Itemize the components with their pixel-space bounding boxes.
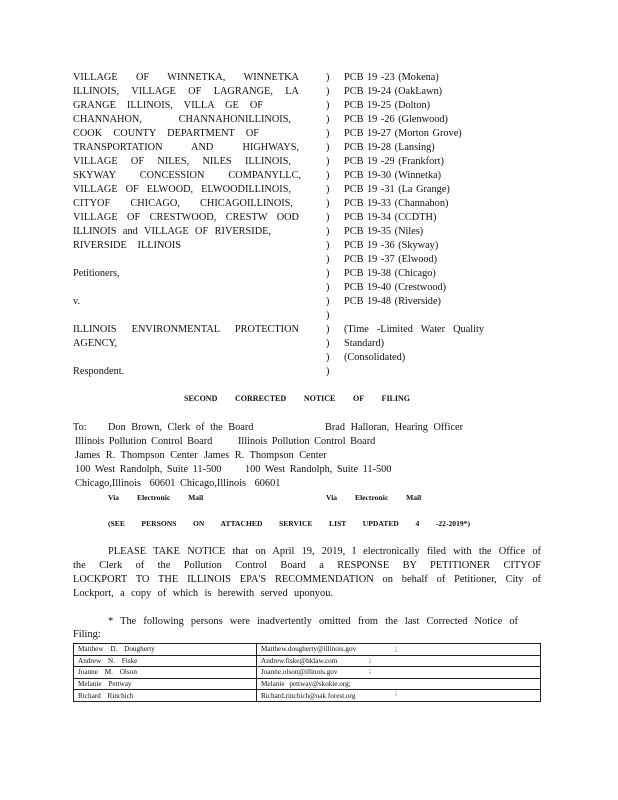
caption-paren: ) [326,100,330,111]
service-list-table [73,643,541,702]
petitioners-label: Petitioners, [73,268,120,279]
right-recipient-street: 100 West Randolph, Suite 11-500 [245,464,392,475]
service-name: Richard Rinchich [74,690,257,702]
caption-party-line: GRANGE ILLINOIS, VILLA GE OF [73,100,263,111]
caption-party-line: SKYWAY CONCESSION COMPANYLLC, [73,170,301,181]
footnote-line: Filing: [73,629,101,640]
case-number: PCB 19-38 (Chicago) [344,268,436,279]
caption-paren: ) [326,114,330,125]
case-number: PCB 19 -36 (Skyway) [344,240,439,251]
right-recipient-name: Brad Halloran, Hearing Officer [325,422,464,433]
row-semicolon: ; [369,667,371,675]
caption-paren: ) [326,198,330,209]
table-row [74,667,541,679]
right-recipient-city: Chicago,Illinois 60601 [180,478,281,489]
caption-party-line: ILLINOIS and VILLAGE OF RIVERSIDE, [73,226,271,237]
notice-paragraph-line: Lockport, a copy of which is herewith served uponyou. [73,588,333,599]
case-number: PCB 19-24 (OakLawn) [344,86,443,97]
notice-paragraph-line: LOCKPORT TO THE ILLINOIS EPA'S RECOMMENDATION on behalf of Petitioner, City of [73,574,541,585]
case-number: PCB 19 -29 (Frankfort) [344,156,444,167]
caption-paren: ) [326,352,330,363]
case-number: PCB 19-27 (Morton Grove) [344,128,462,139]
caption-paren: ) [326,184,330,195]
left-recipient-name: Don Brown, Clerk of the Board [108,422,254,433]
caption-party-line: VILLAGE OF CRESTWOOD, CRESTW OOD [73,212,299,223]
caption-party-line: VILLAGE OF ELWOOD, ELWOODILLINOIS, [73,184,291,195]
service-name: Andrew N. Fiske [74,655,257,667]
left-recipient-building: James R. Thompson Center [75,450,198,461]
caption-paren: ) [326,296,330,307]
case-number: PCB 19-34 (CCDTH) [344,212,437,223]
table-row [74,655,541,667]
caption-party-line: COOK COUNTY DEPARTMENT OF [73,128,259,139]
caption-party-line: CHANNAHON, CHANNAHONILLINOIS, [73,114,291,125]
row-semicolon: ; [395,689,397,697]
row-semicolon: ; [395,645,397,653]
table-row [74,678,541,690]
left-recipient-city: Chicago,Illinois 60601 [75,478,176,489]
caption-party-line: RIVERSIDE ILLINOIS [73,240,181,251]
notice-paragraph-line: the Clerk of the Pollution Control Board a RESPONSE BY PETITIONER CITYOF [73,560,541,571]
caption-party-line: TRANSPORTATION AND HIGHWAYS, [73,142,299,153]
table-row [74,690,541,702]
case-number: PCB 19-28 (Lansing) [344,142,435,153]
service-email: Joanne.olson@illinois.gov [257,667,541,679]
case-number: PCB 19-25 (Dolton) [344,100,431,111]
caption-party-line: VILLAGE OF WINNETKA, WINNETKA [73,72,299,83]
case-number: PCB 19 -31 (La Grange) [344,184,450,195]
standard-line: (Time -Limited Water Quality [344,324,484,335]
service-email: Melanie pettway@skokie.org; [257,678,541,690]
caption-paren: ) [326,338,330,349]
right-recipient-building: James R. Thompson Center [204,450,327,461]
service-name: Joanne M. Olson [74,667,257,679]
case-number: PCB 19-40 (Crestwood) [344,282,447,293]
service-name: Melanie Pettway [74,678,257,690]
to-label: To: [73,422,87,433]
caption-paren: ) [326,240,330,251]
caption-paren: ) [326,86,330,97]
caption-paren: ) [326,310,330,321]
right-delivery-method: Via Electronic Mail [326,493,422,502]
service-name: Matthew D. Dougherty [74,644,257,656]
service-email: Andrew.fiske@hklaw.com [257,655,541,667]
footnote-line: * The following persons were inadvertently omitted from the last Corrected Notice of [108,616,518,627]
caption-paren: ) [326,324,330,335]
respondent-line: AGENCY, [73,338,118,349]
caption-paren: ) [326,170,330,181]
standard-line: Standard) [344,338,385,349]
case-number: PCB 19 -37 (Elwood) [344,254,438,265]
caption-paren: ) [326,254,330,265]
standard-line: (Consolidated) [344,352,406,363]
caption-paren: ) [326,128,330,139]
right-recipient-org: Illinois Pollution Control Board [238,436,376,447]
caption-paren: ) [326,212,330,223]
row-semicolon: ; [369,656,371,664]
table-row [74,644,541,656]
caption-paren: ) [326,226,330,237]
case-number: PCB 19-35 (Niles) [344,226,424,237]
left-recipient-org: Illinois Pollution Control Board [75,436,213,447]
case-number: PCB 19 -23 (Mokena) [344,72,439,83]
caption-paren: ) [326,366,330,377]
respondent-line: ILLINOIS ENVIRONMENTAL PROTECTION [73,324,299,335]
case-number: PCB 19-30 (Winnetka) [344,170,442,181]
service-list-note: (SEE PERSONS ON ATTACHED SERVICE LIST UPDATED 4 -22-2019*) [108,519,470,528]
caption-paren: ) [326,268,330,279]
service-email: Matthew.dougherty@illinois.gov [257,644,541,656]
left-delivery-method: Via Electronic Mail [108,493,204,502]
notice-paragraph-line: PLEASE TAKE NOTICE that on April 19, 2019, I electronically filed with the Office of [108,546,541,557]
caption-party-line: CITYOF CHICAGO, CHICAGOILLINOIS, [73,198,293,209]
caption-party-line: VILLAGE OF NILES, NILES ILLINOIS, [73,156,291,167]
respondent-label: Respondent. [73,366,125,377]
service-email: Richard.rinchich@oak forest.org [257,690,541,702]
caption-party-line: ILLINOIS, VILLAGE OF LAGRANGE, LA [73,86,299,97]
caption-paren: ) [326,142,330,153]
document-title: SECOND CORRECTED NOTICE OF FILING [184,394,410,403]
case-number: PCB 19-33 (Channahon) [344,198,449,209]
caption-paren: ) [326,156,330,167]
case-number: PCB 19 -26 (Glenwood) [344,114,448,125]
caption-paren: ) [326,72,330,83]
versus-label: v. [73,296,81,307]
left-recipient-street: 100 West Randolph, Suite 11-500 [75,464,222,475]
caption-paren: ) [326,282,330,293]
case-number: PCB 19-48 (Riverside) [344,296,441,307]
